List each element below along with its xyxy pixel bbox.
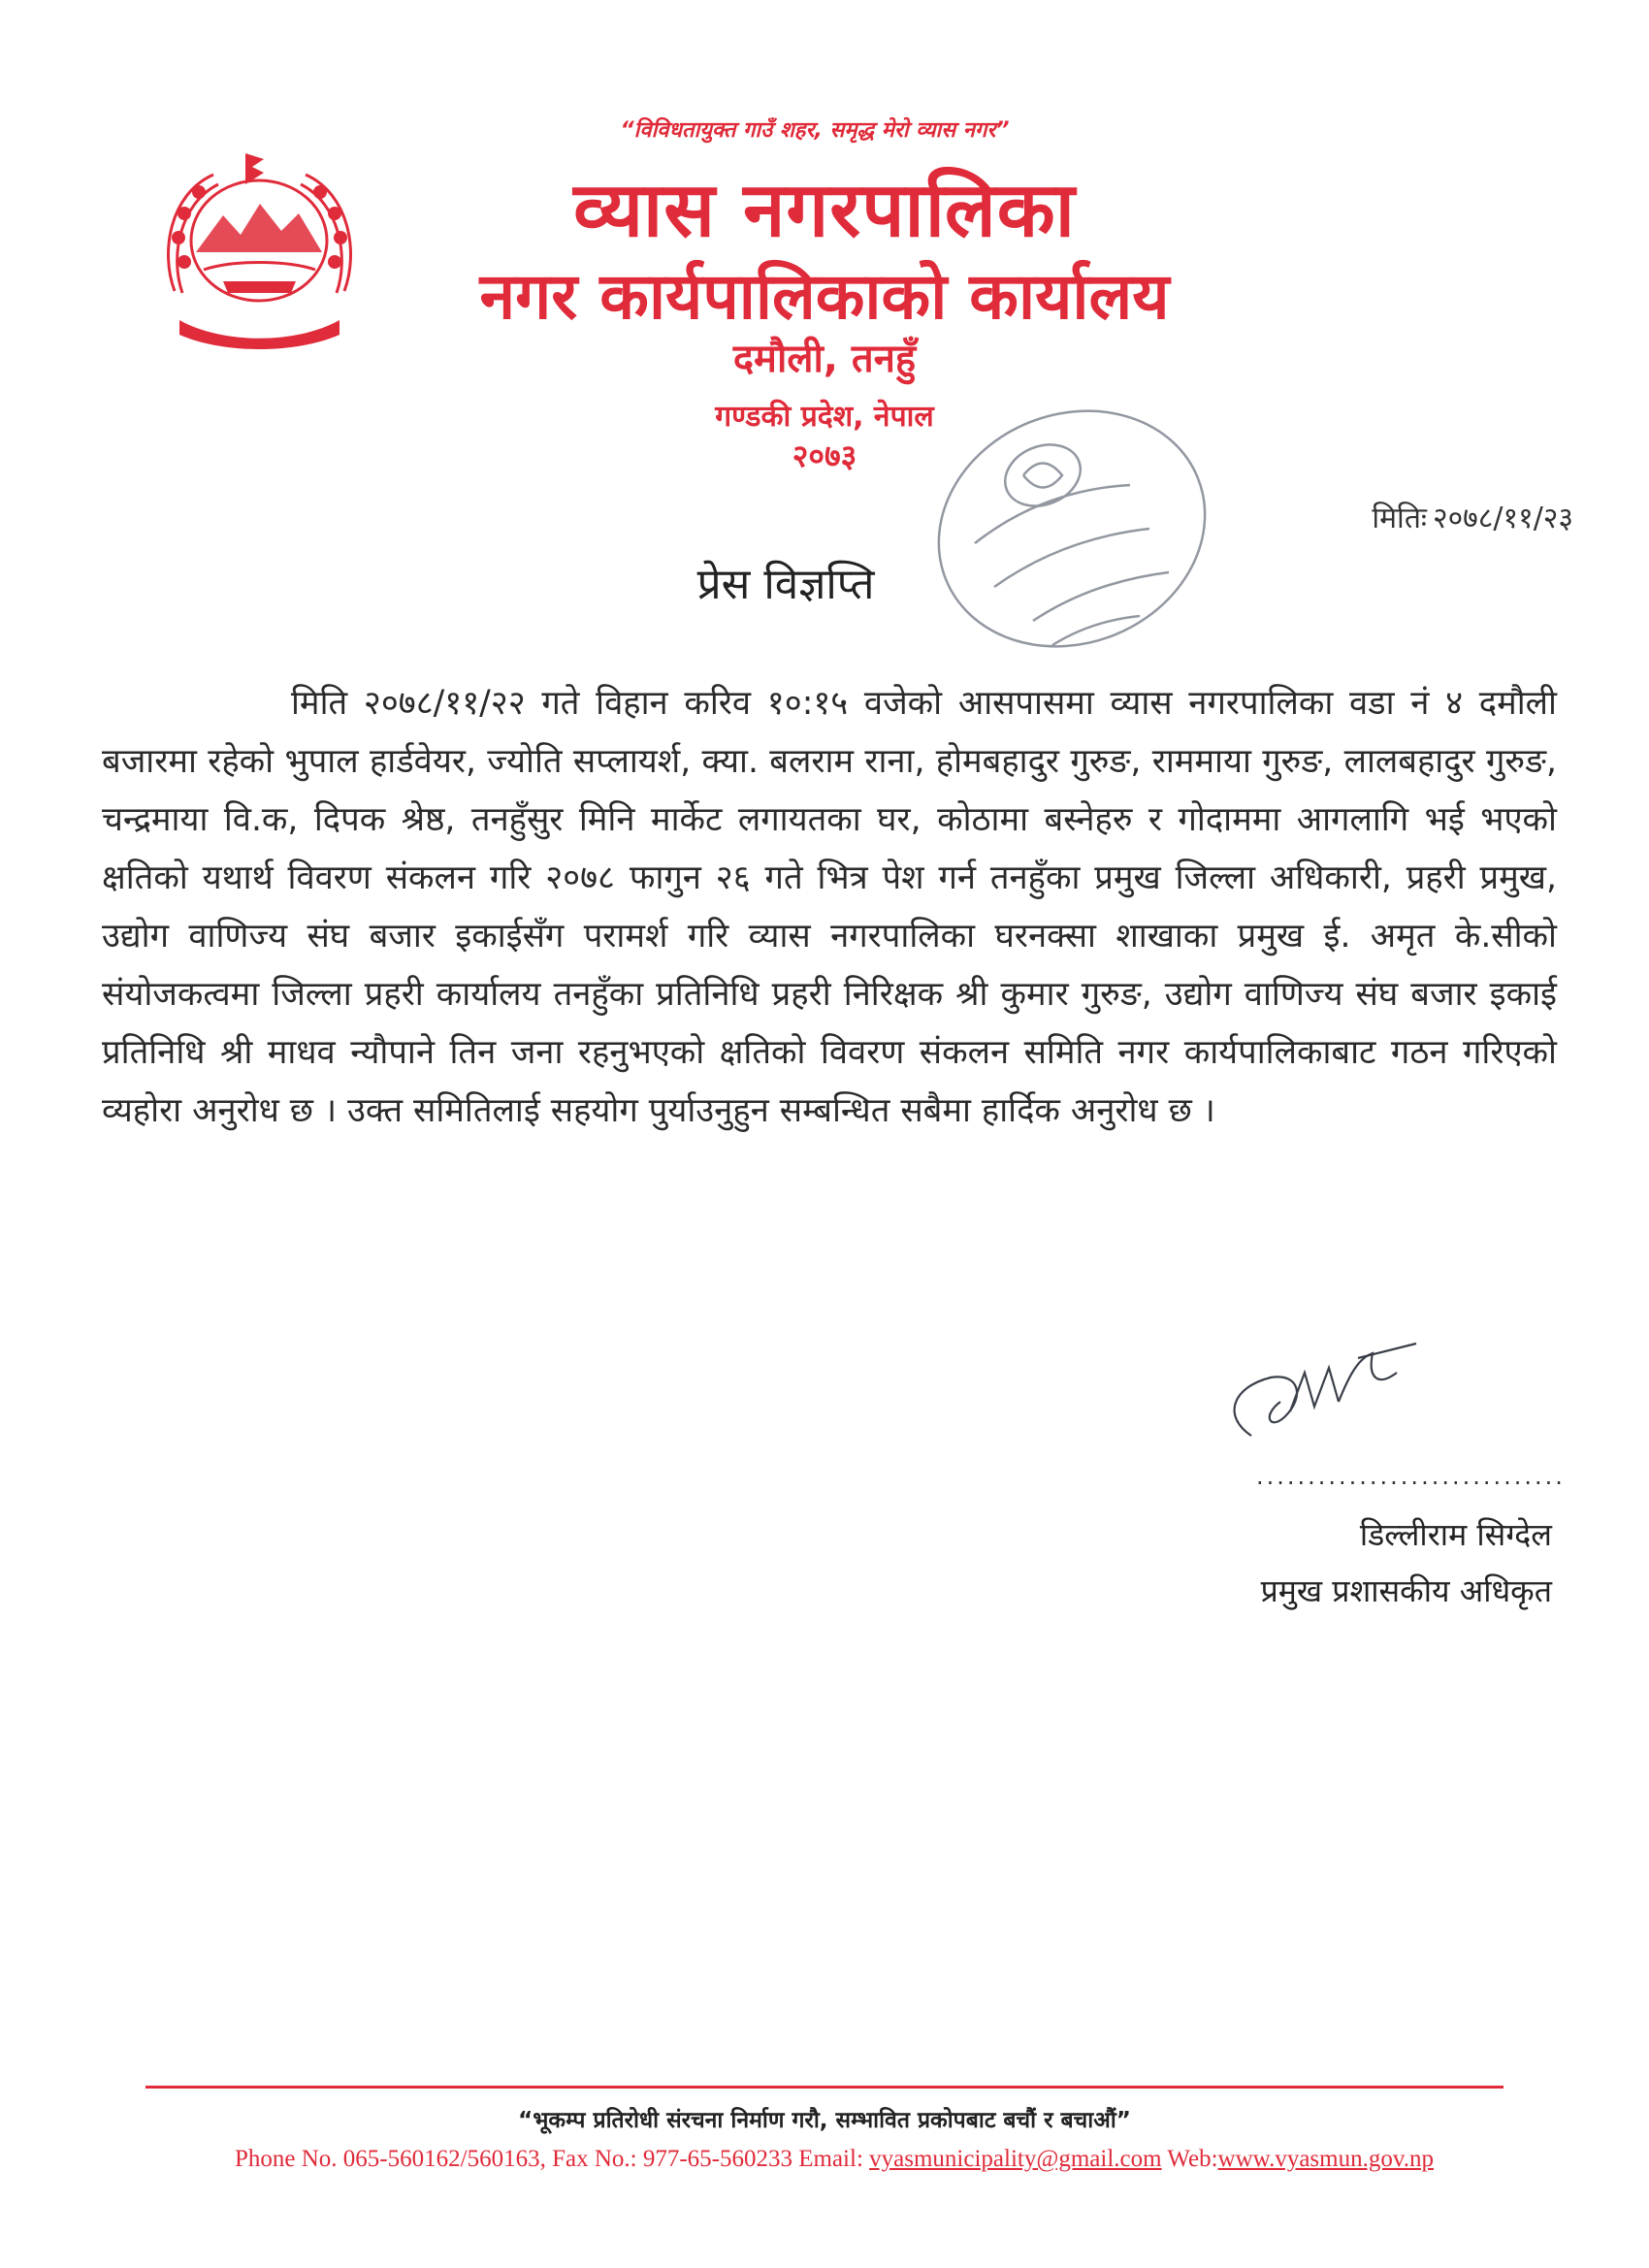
footer-web-label: Web:	[1167, 2146, 1218, 2172]
established-year: २०७३	[792, 437, 857, 474]
address-province: गण्डकी प्रदेश, नेपाल	[715, 400, 934, 434]
footer-divider	[146, 2086, 1504, 2089]
nepal-government-emblem-icon	[155, 146, 364, 349]
letterhead-motto: “विविधतायुक्त गाउँ शहर, समृद्ध मेरो व्यास नगर”	[620, 118, 1010, 143]
signatory-name: डिल्लीराम सिग्देल	[1359, 1516, 1552, 1553]
date-label: मितिः	[1372, 502, 1427, 535]
press-release-heading: प्रेस विज्ञप्ति	[696, 560, 875, 609]
letter-date	[1372, 497, 1573, 536]
footer-email-label: Email:	[798, 2146, 863, 2172]
date-value: २०७८/११/२३	[1432, 502, 1573, 535]
municipality-name: व्यास नगरपालिका	[573, 167, 1076, 254]
footer-motto: “भूकम्प प्रतिरोधी संरचना निर्माण गरौ, सम्भावित प्रकोपबाट बचौं र बचाऔं”	[518, 2108, 1131, 2133]
handwritten-signature-icon	[1212, 1319, 1426, 1465]
press-release-body: मिति २०७८/११/२२ गते विहान करिव १०:१५ वजेको आसपासमा व्यास नगरपालिका वडा नं ४ दमौली बजारमा रहेको भुपाल हार्डवेयर, ज्योति सप्लायर्श, क्या. बलराम राना, होमबहादुर गुरुङ, राममाया गुरुङ, लालबहादुर गुरुङ, चन्द्रमाया वि.क, दिपक श्रेष्ठ, तनहुँसुर मिनि मार्केट लगायतका घर, कोठामा बस्नेहरु र गोदाममा आगलागि भई भएको क्षतिको यथार्थ विवरण संकलन गरि २०७८ फागुन २६ गते भित्र पेश गर्न तनहुँका प्रमुख जिल्ला अधिकारी, प्रहरी प्रमुख, उद्योग वाणिज्य संघ बजार इकाईसँग परामर्श गरि व्यास नगरपालिका घरनक्सा शाखाका प्रमुख ई. अमृत के.सीको संयोजकत्वमा जिल्ला प्रहरी कार्यालय तनहुँका प्रतिनिधि प्रहरी निरिक्षक श्री कुमार गुरुङ, उद्योग वाणिज्य संघ बजार इकाई प्रतिनिधि श्री माधव न्यौपाने तिन जना रहनुभएको क्षतिको विवरण संकलन समिति नगर कार्यपालिकाबाट गठन गरिएको व्यहोरा अनुरोध छ । उक्त समितिलाई सहयोग पुर्याउनुहुन सम्बन्धित सबैमा हार्दिक अनुरोध छ ।	[102, 684, 1557, 1130]
signature-line: ..............................	[1256, 1463, 1566, 1490]
signatory-title: प्रमुख प्रशासकीय अधिकृत	[1260, 1572, 1552, 1609]
address-city: दमौली, तनहुँ	[732, 337, 917, 381]
footer-phone: Phone No. 065-560162/560163, Fax No.: 977-65-560233	[235, 2146, 792, 2172]
footer-email-link[interactable]: vyasmunicipality@gmail.com	[869, 2146, 1162, 2172]
office-seal-stamp-icon	[926, 398, 1217, 660]
footer-contact	[136, 2146, 1533, 2173]
footer-web-link[interactable]: www.vyasmun.gov.np	[1217, 2146, 1434, 2172]
office-name: नगर कार्यपालिकाको कार्यालय	[479, 259, 1170, 334]
